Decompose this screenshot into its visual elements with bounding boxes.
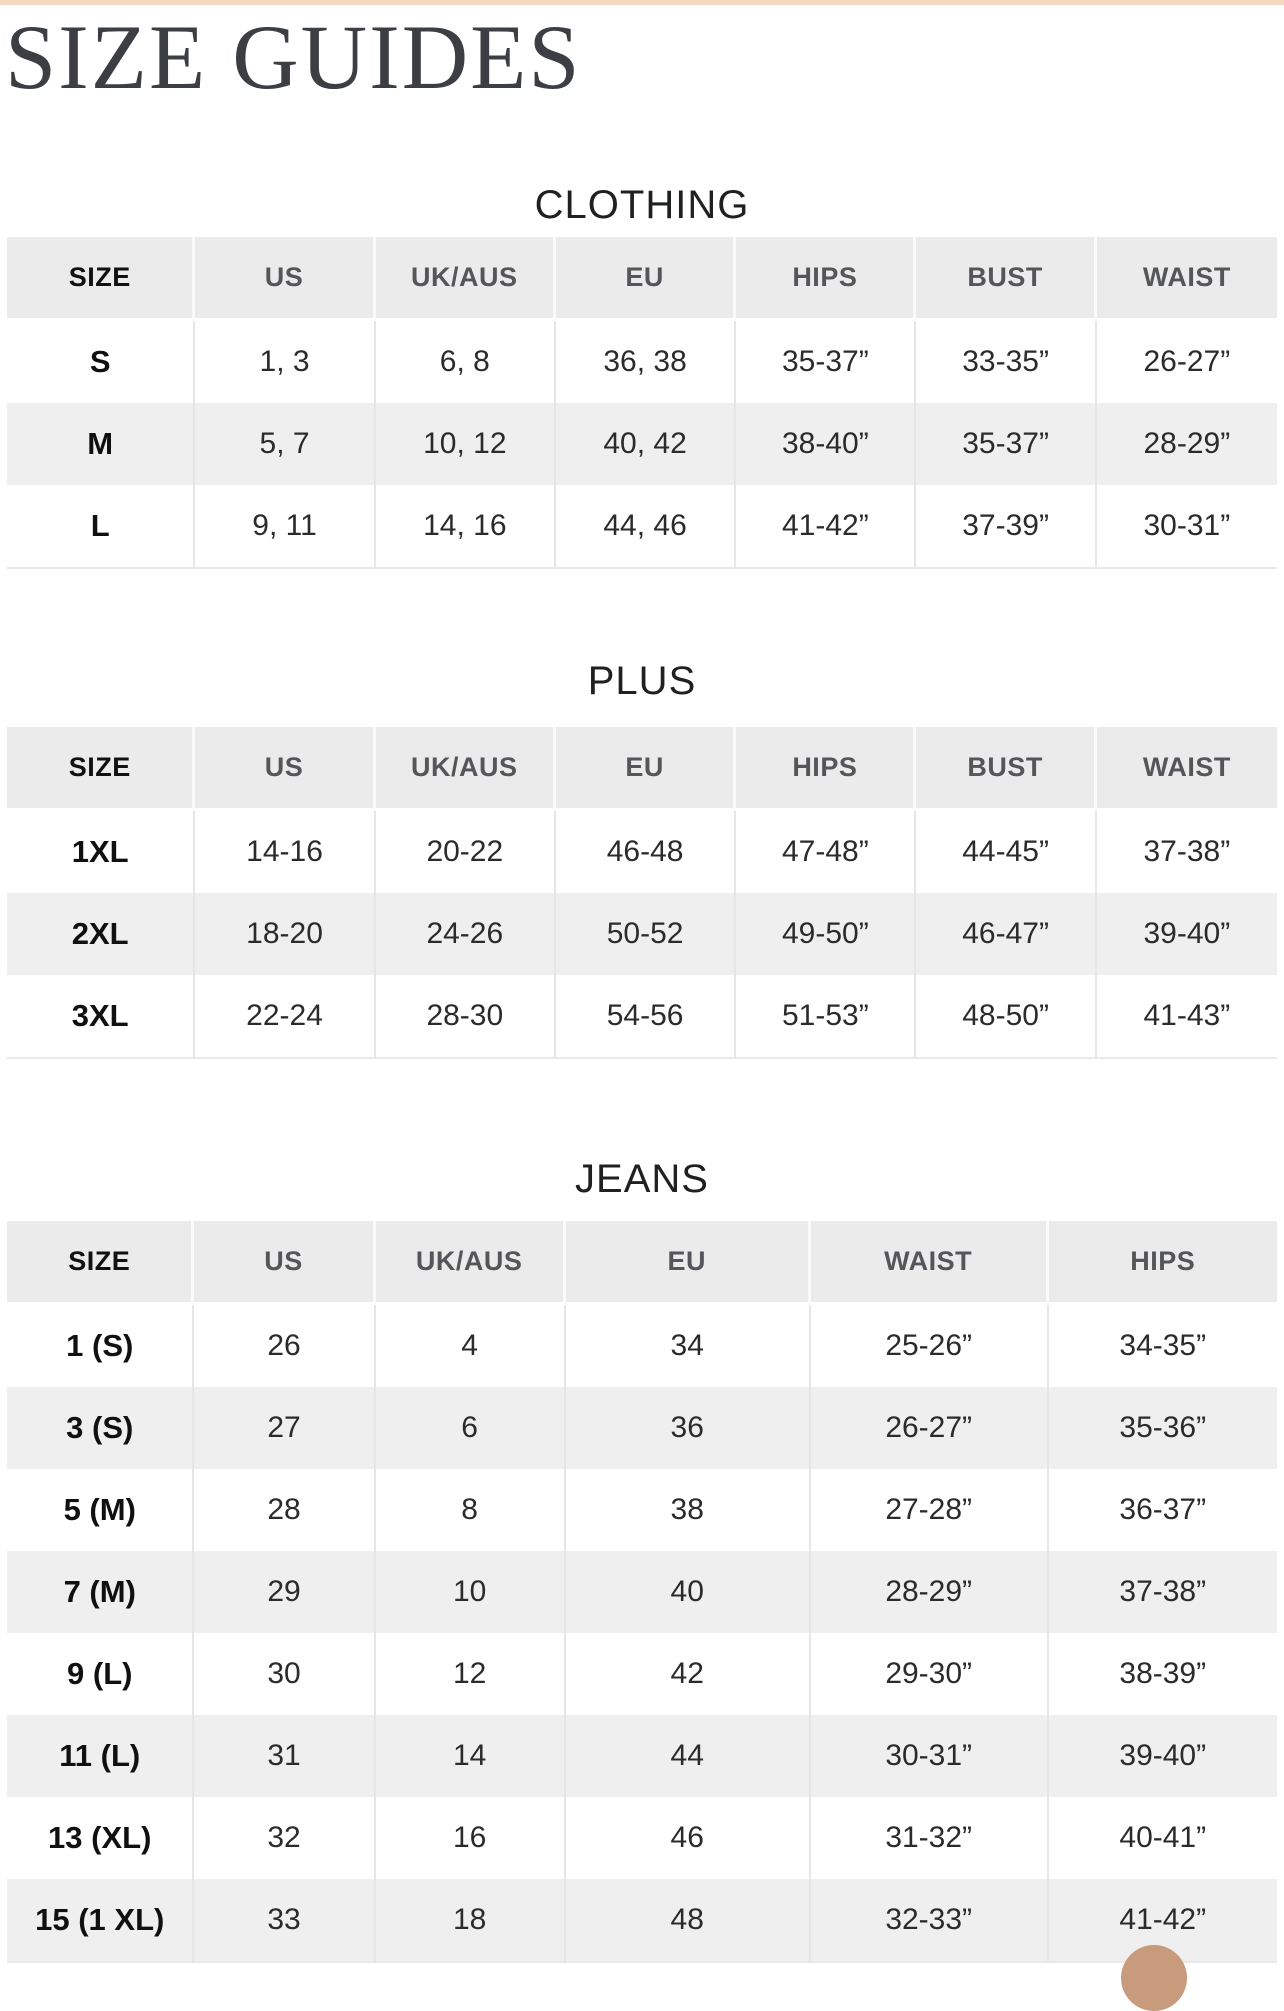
value-cell: 41-42”: [736, 485, 916, 569]
value-cell: 30-31”: [1097, 485, 1277, 569]
value-cell: 36, 38: [556, 321, 736, 403]
value-cell: 54-56: [556, 975, 736, 1059]
column-header-hips: HIPS: [736, 237, 916, 321]
value-cell: 22-24: [195, 975, 375, 1059]
column-header-bust: BUST: [916, 237, 1096, 321]
value-cell: 41-43”: [1097, 975, 1277, 1059]
value-cell: 24-26: [376, 893, 556, 975]
page-title: SIZE GUIDES: [5, 6, 582, 108]
value-cell: 28-29”: [1097, 403, 1277, 485]
value-cell: 1, 3: [195, 321, 375, 403]
value-cell: 51-53”: [736, 975, 916, 1059]
column-header-waist: WAIST: [1097, 727, 1277, 811]
column-header-eu: EU: [556, 727, 736, 811]
value-cell: 40-41”: [1049, 1797, 1277, 1879]
column-header-eu: EU: [566, 1221, 811, 1305]
table-row: [7, 1633, 1277, 1715]
column-header-waist: WAIST: [811, 1221, 1049, 1305]
value-cell: 27: [194, 1387, 375, 1469]
table-row: [7, 811, 1277, 893]
column-header-eu: EU: [556, 237, 736, 321]
value-cell: 36: [566, 1387, 811, 1469]
value-cell: 18: [376, 1879, 566, 1963]
size-cell: 13 (XL): [7, 1797, 194, 1879]
value-cell: 35-37”: [736, 321, 916, 403]
value-cell: 35-37”: [916, 403, 1096, 485]
size-cell: M: [7, 403, 195, 485]
value-cell: 34-35”: [1049, 1305, 1277, 1387]
section-title-clothing: CLOTHING: [534, 183, 750, 227]
value-cell: 14-16: [195, 811, 375, 893]
column-header-size: SIZE: [7, 237, 195, 321]
column-header-hips: HIPS: [736, 727, 916, 811]
clothing-size-table: [7, 237, 1277, 569]
value-cell: 37-39”: [916, 485, 1096, 569]
size-cell: 1 (S): [7, 1305, 194, 1387]
value-cell: 10, 12: [376, 403, 556, 485]
value-cell: 30: [194, 1633, 375, 1715]
value-cell: 30-31”: [811, 1715, 1049, 1797]
value-cell: 42: [566, 1633, 811, 1715]
value-cell: 40, 42: [556, 403, 736, 485]
column-header-us: US: [194, 1221, 375, 1305]
value-cell: 44-45”: [916, 811, 1096, 893]
value-cell: 28-29”: [811, 1551, 1049, 1633]
column-header-uk-aus: UK/AUS: [376, 1221, 566, 1305]
jeans-size-table: [7, 1221, 1277, 1963]
table-row: [7, 1879, 1277, 1963]
value-cell: 28-30: [376, 975, 556, 1059]
value-cell: 31-32”: [811, 1797, 1049, 1879]
value-cell: 33: [194, 1879, 375, 1963]
value-cell: 46: [566, 1797, 811, 1879]
value-cell: 26-27”: [1097, 321, 1277, 403]
value-cell: 46-47”: [916, 893, 1096, 975]
value-cell: 38: [566, 1469, 811, 1551]
value-cell: 47-48”: [736, 811, 916, 893]
value-cell: 28: [194, 1469, 375, 1551]
value-cell: 38-39”: [1049, 1633, 1277, 1715]
value-cell: 35-36”: [1049, 1387, 1277, 1469]
value-cell: 14, 16: [376, 485, 556, 569]
value-cell: 37-38”: [1049, 1551, 1277, 1633]
table-row: [7, 321, 1277, 403]
size-cell: 7 (M): [7, 1551, 194, 1633]
value-cell: 32: [194, 1797, 375, 1879]
value-cell: 44: [566, 1715, 811, 1797]
value-cell: 41-42”: [1049, 1879, 1277, 1963]
table-row: [7, 485, 1277, 569]
size-cell: S: [7, 321, 195, 403]
top-accent-bar: [0, 0, 1284, 5]
value-cell: 36-37”: [1049, 1469, 1277, 1551]
value-cell: 44, 46: [556, 485, 736, 569]
size-cell: 3XL: [7, 975, 195, 1059]
value-cell: 5, 7: [195, 403, 375, 485]
value-cell: 37-38”: [1097, 811, 1277, 893]
table-row: [7, 1305, 1277, 1387]
size-cell: L: [7, 485, 195, 569]
value-cell: 34: [566, 1305, 811, 1387]
value-cell: 18-20: [195, 893, 375, 975]
value-cell: 40: [566, 1551, 811, 1633]
value-cell: 31: [194, 1715, 375, 1797]
header-row: [7, 727, 1277, 811]
value-cell: 50-52: [556, 893, 736, 975]
floating-widget-button[interactable]: [1121, 1945, 1187, 2011]
value-cell: 14: [376, 1715, 566, 1797]
value-cell: 8: [376, 1469, 566, 1551]
size-cell: 9 (L): [7, 1633, 194, 1715]
clothing-section: [0, 185, 1284, 569]
column-header-uk-aus: UK/AUS: [376, 727, 556, 811]
size-cell: 15 (1 XL): [7, 1879, 194, 1963]
value-cell: 26-27”: [811, 1387, 1049, 1469]
table-row: [7, 1715, 1277, 1797]
column-header-waist: WAIST: [1097, 237, 1277, 321]
value-cell: 6: [376, 1387, 566, 1469]
value-cell: 29: [194, 1551, 375, 1633]
size-cell: 3 (S): [7, 1387, 194, 1469]
size-cell: 2XL: [7, 893, 195, 975]
column-header-bust: BUST: [916, 727, 1096, 811]
size-cell: 1XL: [7, 811, 195, 893]
section-title-plus: PLUS: [587, 659, 697, 703]
size-cell: 11 (L): [7, 1715, 194, 1797]
table-row: [7, 1387, 1277, 1469]
value-cell: 4: [376, 1305, 566, 1387]
value-cell: 48: [566, 1879, 811, 1963]
value-cell: 48-50”: [916, 975, 1096, 1059]
value-cell: 6, 8: [376, 321, 556, 403]
column-header-size: SIZE: [7, 1221, 194, 1305]
table-row: [7, 1469, 1277, 1551]
value-cell: 25-26”: [811, 1305, 1049, 1387]
value-cell: 10: [376, 1551, 566, 1633]
header-row: [7, 1221, 1277, 1305]
size-cell: 5 (M): [7, 1469, 194, 1551]
value-cell: 39-40”: [1097, 893, 1277, 975]
value-cell: 27-28”: [811, 1469, 1049, 1551]
value-cell: 26: [194, 1305, 375, 1387]
table-row: [7, 975, 1277, 1059]
column-header-uk-aus: UK/AUS: [376, 237, 556, 321]
table-row: [7, 893, 1277, 975]
value-cell: 46-48: [556, 811, 736, 893]
column-header-hips: HIPS: [1049, 1221, 1277, 1305]
table-row: [7, 1551, 1277, 1633]
value-cell: 16: [376, 1797, 566, 1879]
value-cell: 49-50”: [736, 893, 916, 975]
header-row: [7, 237, 1277, 321]
value-cell: 38-40”: [736, 403, 916, 485]
value-cell: 20-22: [376, 811, 556, 893]
plus-size-table: [7, 727, 1277, 1059]
value-cell: 32-33”: [811, 1879, 1049, 1963]
value-cell: 39-40”: [1049, 1715, 1277, 1797]
plus-section: [0, 661, 1284, 1059]
value-cell: 12: [376, 1633, 566, 1715]
column-header-size: SIZE: [7, 727, 195, 811]
jeans-section: [0, 1159, 1284, 1963]
value-cell: 33-35”: [916, 321, 1096, 403]
value-cell: 9, 11: [195, 485, 375, 569]
table-row: [7, 403, 1277, 485]
column-header-us: US: [195, 727, 375, 811]
value-cell: 29-30”: [811, 1633, 1049, 1715]
table-row: [7, 1797, 1277, 1879]
column-header-us: US: [195, 237, 375, 321]
section-title-jeans: JEANS: [575, 1157, 709, 1201]
